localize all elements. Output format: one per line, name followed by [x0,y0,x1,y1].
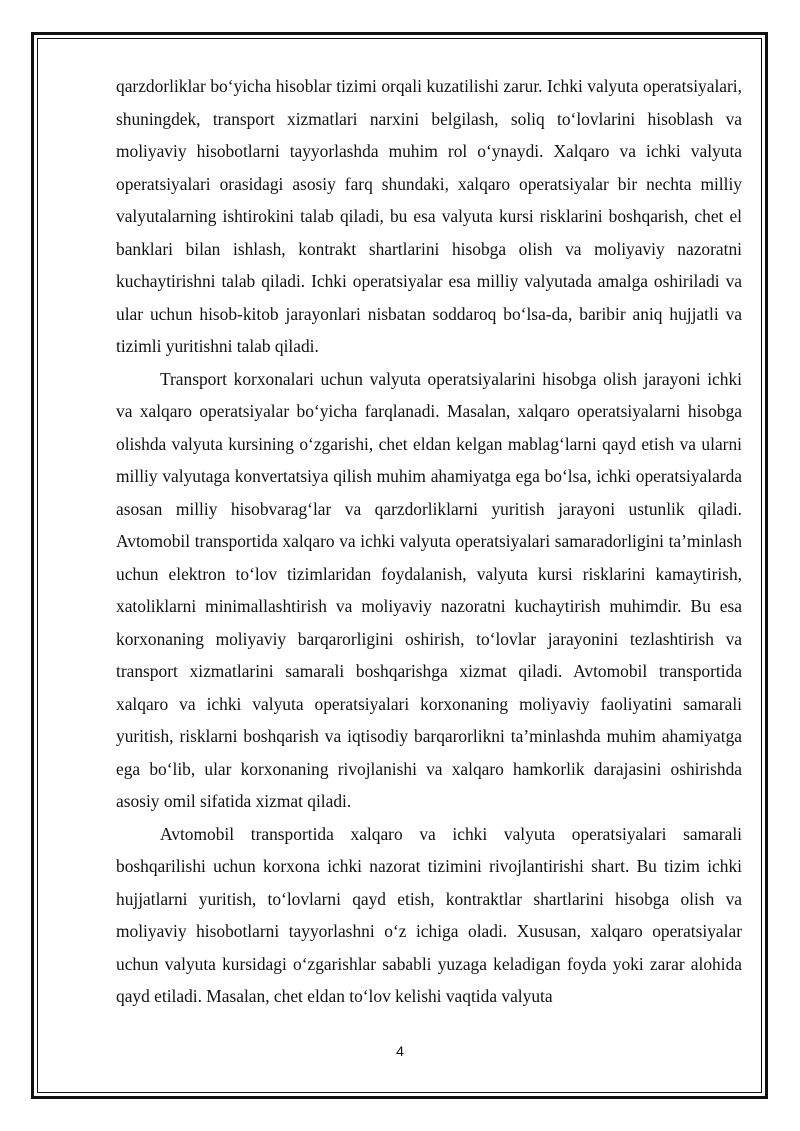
paragraph-1: qarzdorliklar bo‘yicha hisoblar tizimi orqali kuzatilishi zarur. Ichki valyuta operatsiyalari, shuningdek, transport xizmatlari narxini belgilash, soliq to‘lovlarini hisoblash va moliyaviy hisobotlarni tayyorlashda muhim rol o‘ynaydi. Xalqaro va ichki valyuta operatsiyalari orasidagi asosiy farq shundaki, xalqaro operatsiyalar bir nechta milliy valyutalarning ishtirokini talab qiladi, bu esa valyuta kursi risklarini boshqarish, chet el banklari bilan ishlash, kontrakt shartlarini hisobga olish va moliyaviy nazoratni kuchaytirishni talab qiladi. Ichki operatsiyalar esa milliy valyutada amalga oshiriladi va ular uchun hisob-kitob jarayonlari nisbatan soddaroq bo‘lsa-da, baribir aniq hujjatli va tizimli yuritishni talab qiladi. [116,76,742,356]
paragraph-3: Avtomobil transportida xalqaro va ichki valyuta operatsiyalari samarali boshqarilishi uchun korxona ichki nazorat tizimini rivojlantirishi shart. Bu tizim ichki hujjatlarni yuritish, to‘lovlarni qayd etish, kontraktlar shartlarini hisobga olish va moliyaviy hisobotlarni tayyorlashni o‘z ichiga oladi. Xususan, xalqaro operatsiyalar uchun valyuta kursidagi o‘zgarishlar sababli yuzaga keladigan foyda yoki zarar alohida qayd etiladi. Masalan, chet eldan to‘lov kelishi vaqtida valyuta [116,823,742,1006]
page-number: 4 [396,1043,404,1059]
paragraph-2: Transport korxonalari uchun valyuta operatsiyalarini hisobga olish jarayoni ichki va xalqaro operatsiyalar bo‘yicha farqlanadi. Masalan, xalqaro operatsiyalarni hisobga olishda valyuta kursining o‘zgarishi, chet eldan kelgan mablag‘larni qayd etish va ularni milliy valyutaga konvertatsiya qilish muhim ahamiyatga ega bo‘lsa, ichki operatsiyalarda asosan milliy hisobvarag‘lar va qarzdorliklarni yuritish jarayoni ustunlik qiladi. Avtomobil transportida xalqaro va ichki valyuta operatsiyalari samaradorligini ta’minlash uchun elektron to‘lov tizimlaridan foydalanish, valyuta kursi risklarini kamaytirish, xatoliklarni minimallashtirish va moliyaviy nazoratni kuchaytirish muhimdir. Bu esa korxonaning moliyaviy barqarorligini oshirish, to‘lovlar jarayonini tezlashtirish va transport xizmatlarini samarali boshqarishga xizmat qiladi. Avtomobil transportida xalqaro va ichki valyuta operatsiyalari korxonaning moliyaviy faoliyatini samarali yuritish, risklarni boshqarish va iqtisodiy barqarorlikni ta’minlashda muhim ahamiyatga ega bo‘lib, ular korxonaning rivojlanishi va xalqaro hamkorlik darajasini oshirishda asosiy omil sifatida xizmat qiladi. [116,368,742,811]
page-body [116,70,742,1013]
